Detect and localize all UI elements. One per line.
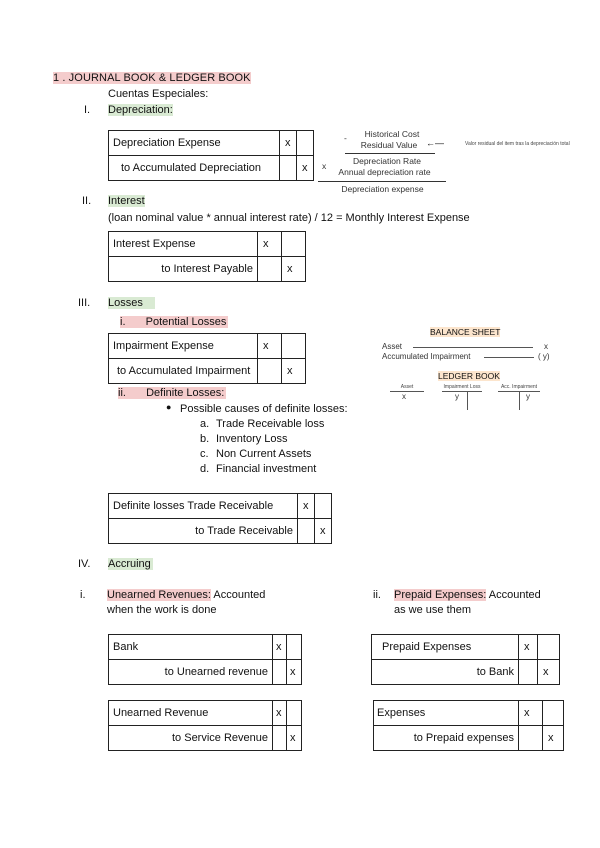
credit-cell xyxy=(538,635,560,660)
heading-accruing: Accruing xyxy=(108,558,151,570)
balance-sheet-title: BALANCE SHEET xyxy=(430,327,501,337)
account-cell: Expenses xyxy=(374,701,519,726)
debit-cell xyxy=(519,726,543,751)
formula-divider xyxy=(318,181,446,182)
table-row xyxy=(372,635,560,660)
prepaid-desc: Accounted xyxy=(486,589,541,601)
formula-depreciation-rate: Depreciation Rate xyxy=(352,156,422,166)
table-row xyxy=(374,726,564,751)
list-item: Financial investment xyxy=(216,463,317,475)
bs-acc-impairment-value: ( y) xyxy=(538,352,550,361)
credit-cell: x xyxy=(315,519,332,544)
numeral-losses: III. xyxy=(78,297,91,309)
credit-cell: x xyxy=(543,726,564,751)
minus-sign: - xyxy=(344,133,347,143)
account-cell: Unearned Revenue xyxy=(109,701,273,726)
account-cell: to Trade Receivable xyxy=(109,519,298,544)
t-account-acc-impairment-name: Acc. Impairment xyxy=(500,384,538,390)
credit-cell xyxy=(287,701,302,726)
debit-cell: x xyxy=(273,701,287,726)
heading-interest: Interest xyxy=(108,195,145,207)
journal-entry-interest xyxy=(108,231,306,282)
account-cell: Depreciation Expense xyxy=(109,131,280,156)
debit-cell: x xyxy=(258,232,282,257)
credit-cell: x xyxy=(282,257,306,282)
account-cell: Interest Expense xyxy=(109,232,258,257)
list-item-letter: a. xyxy=(200,418,210,430)
formula-annual-rate: Annual depreciation rate xyxy=(338,167,431,177)
account-cell: to Prepaid expenses xyxy=(374,726,519,751)
debit-cell: x xyxy=(273,635,287,660)
debit-cell: x xyxy=(519,701,543,726)
numeral-prepaid: ii. xyxy=(373,589,381,601)
t-account-asset-debit: x xyxy=(402,392,406,401)
credit-cell xyxy=(282,334,306,359)
t-account-divider xyxy=(467,392,468,410)
account-cell: Prepaid Expenses xyxy=(372,635,519,660)
credit-cell: x xyxy=(538,660,560,685)
debit-cell xyxy=(298,519,315,544)
table-row xyxy=(109,334,306,359)
bullet-icon: ● xyxy=(166,402,172,412)
account-cell: to Unearned revenue xyxy=(109,660,273,685)
journal-entry-depreciation xyxy=(108,130,314,181)
heading-potential-losses xyxy=(120,316,228,328)
debit-cell: x xyxy=(298,494,315,519)
table-row xyxy=(109,232,306,257)
numeral-interest: II. xyxy=(82,195,92,207)
table-row xyxy=(109,494,332,519)
list-item-letter: d. xyxy=(200,463,210,475)
potential-label: Potential Losses xyxy=(145,316,227,328)
bs-asset-label: Asset xyxy=(382,342,403,351)
formula-historical-cost: Historical Cost xyxy=(364,129,420,139)
credit-cell xyxy=(315,494,332,519)
numeral-unearned: i. xyxy=(80,589,86,601)
t-account-impairment-loss-debit: y xyxy=(455,392,459,401)
table-row xyxy=(372,660,560,685)
credit-cell: x xyxy=(282,359,306,384)
heading-depreciation: Depreciation: xyxy=(108,104,173,116)
prepaid-label: Prepaid Expenses: xyxy=(394,589,487,601)
unearned-label: Unearned Revenues: xyxy=(107,589,211,601)
heading-definite-losses xyxy=(118,387,226,399)
journal-entry-bank-unearned xyxy=(108,634,302,685)
bs-leader-line xyxy=(484,357,534,358)
journal-entry-expenses-prepaid xyxy=(373,700,564,751)
debit-cell: x xyxy=(280,131,297,156)
list-item: Trade Receivable loss xyxy=(216,418,325,430)
interest-formula: (loan nominal value * annual interest rate) / 12 = Monthly Interest Expense xyxy=(108,212,470,224)
credit-cell xyxy=(297,131,314,156)
debit-cell xyxy=(519,660,538,685)
credit-cell xyxy=(282,232,306,257)
numeral-potential: i. xyxy=(120,316,126,328)
section-title: 1 . JOURNAL BOOK & LEDGER BOOK xyxy=(53,72,251,84)
account-cell: Bank xyxy=(109,635,273,660)
debit-cell xyxy=(258,257,282,282)
formula-divider xyxy=(345,153,435,154)
account-cell: to Service Revenue xyxy=(109,726,273,751)
debit-cell xyxy=(273,660,287,685)
residual-value-note: Valor residual del item tras la depreciación total xyxy=(465,141,570,147)
journal-entry-impairment xyxy=(108,333,306,384)
journal-entry-definite-losses xyxy=(108,493,332,544)
numeral-accruing: IV. xyxy=(78,558,91,570)
prepaid-desc-line2: as we use them xyxy=(394,604,472,616)
bullet-text: Possible causes of definite losses: xyxy=(180,403,348,415)
t-account-impairment-loss-name: Impairment Loss xyxy=(443,384,481,390)
unearned-heading-line xyxy=(107,589,265,601)
account-cell: to Interest Payable xyxy=(109,257,258,282)
account-cell: to Accumulated Impairment xyxy=(109,359,258,384)
bs-leader-line xyxy=(413,347,533,348)
definite-label: Definite Losses: xyxy=(146,387,225,399)
prepaid-heading-line xyxy=(394,589,541,601)
account-cell: to Bank xyxy=(372,660,519,685)
debit-cell xyxy=(280,156,297,181)
debit-cell: x xyxy=(258,334,282,359)
debit-cell: x xyxy=(519,635,538,660)
times-sign: x xyxy=(322,161,327,171)
table-row xyxy=(109,156,314,181)
list-item-letter: c. xyxy=(200,448,209,460)
journal-entry-unearned-service xyxy=(108,700,302,751)
t-account-acc-impairment-credit: y xyxy=(526,392,530,401)
credit-cell: x xyxy=(287,660,302,685)
list-item: Inventory Loss xyxy=(216,433,288,445)
credit-cell xyxy=(287,635,302,660)
t-account-bar xyxy=(390,391,424,392)
list-item-letter: b. xyxy=(200,433,210,445)
debit-cell xyxy=(273,726,287,751)
table-row xyxy=(109,257,306,282)
numeral-depreciation: I. xyxy=(84,104,91,116)
unearned-desc-line2: when the work is done xyxy=(107,604,217,616)
formula-result: Depreciation expense xyxy=(341,184,424,194)
credit-cell: x xyxy=(297,156,314,181)
account-cell: to Accumulated Depreciation xyxy=(109,156,280,181)
t-account-bar xyxy=(442,391,482,392)
bs-asset-value: x xyxy=(544,342,548,351)
formula-residual-value: Residual Value xyxy=(360,140,418,150)
account-cell: Definite losses Trade Receivable xyxy=(109,494,298,519)
account-cell: Impairment Expense xyxy=(109,334,258,359)
subtitle: Cuentas Especiales: xyxy=(108,88,209,100)
table-row xyxy=(109,701,302,726)
arrow-left-icon: ←— xyxy=(426,138,444,148)
table-row xyxy=(109,635,302,660)
heading-losses: Losses xyxy=(108,297,155,309)
table-row xyxy=(109,519,332,544)
table-row xyxy=(109,660,302,685)
ledger-book-title: LEDGER BOOK xyxy=(438,371,500,381)
numeral-definite: ii. xyxy=(118,387,126,399)
table-row xyxy=(374,701,564,726)
credit-cell xyxy=(543,701,564,726)
table-row xyxy=(109,726,302,751)
unearned-desc: Accounted xyxy=(210,589,266,601)
t-account-divider xyxy=(519,392,520,410)
table-row xyxy=(109,359,306,384)
t-account-asset-name: Asset xyxy=(400,384,414,390)
credit-cell: x xyxy=(287,726,302,751)
list-item: Non Current Assets xyxy=(216,448,312,460)
journal-entry-prepaid-bank xyxy=(371,634,560,685)
bs-acc-impairment-label: Accumulated Impairment xyxy=(382,352,471,361)
debit-cell xyxy=(258,359,282,384)
table-row xyxy=(109,131,314,156)
